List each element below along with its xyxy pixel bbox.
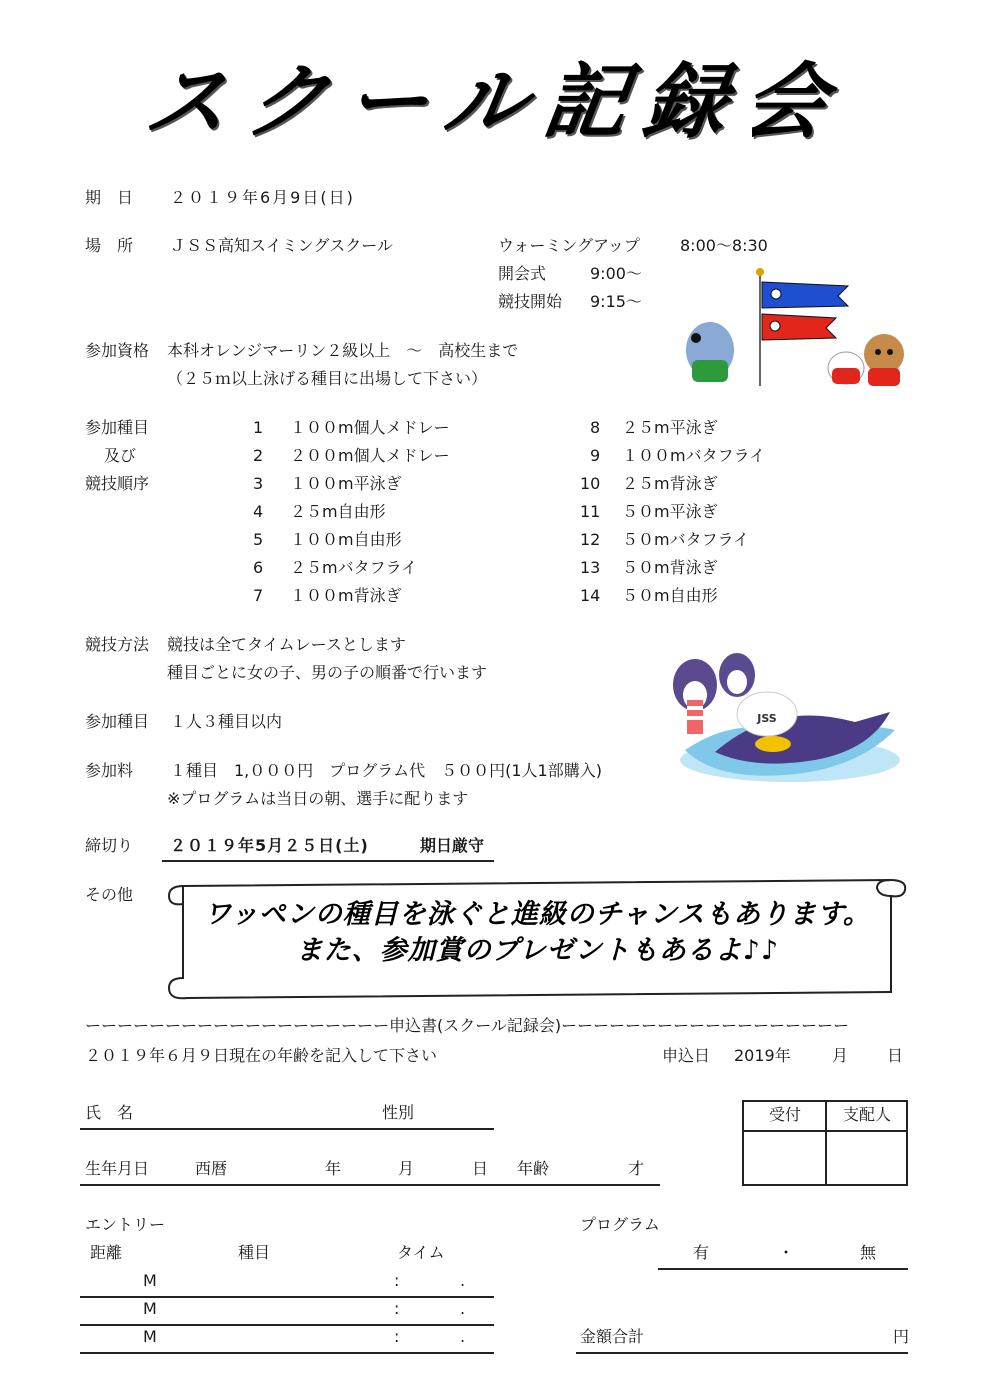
entry-row-colon: : [394,1271,400,1290]
entry-row-dot: . [460,1299,466,1318]
event-name: ５０m自由形 [622,586,718,605]
entry-header-time: タイム [397,1243,445,1262]
event-name: ２５m自由形 [290,502,386,521]
event-name: １００mバタフライ [622,446,766,465]
birth-field-line[interactable] [80,1184,660,1186]
entry-header-distance: 距離 [90,1243,123,1262]
age-note: ２０１９年６月９日現在の年齢を記入して下さい [85,1046,438,1065]
eligibility-label: 参加資格 [85,341,150,360]
event-no: 5 [253,530,264,549]
schedule-time-opening: 9:00～ [590,264,642,283]
event-no: 8 [590,418,601,437]
birth-label: 生年月日 [85,1159,150,1178]
entry-row-colon: : [394,1327,400,1346]
page-title: スクール記録会 [139,55,851,150]
total-label: 金額合計 [580,1327,645,1346]
entry-row-unit: M [143,1271,157,1290]
deadline-note: 期日厳守 [420,836,485,855]
total-unit: 円 [893,1327,910,1346]
method-label: 競技方法 [85,635,150,654]
entry-row-unit: M [143,1327,157,1346]
event-no: 12 [580,530,601,549]
event-name: ２５m平泳ぎ [622,418,718,437]
limit-label: 参加種目 [85,712,150,731]
date-label: 期 日 [85,188,134,207]
box-divider [825,1102,827,1184]
notice-line1: ワッペンの種目を泳ぐと進級のチャンスもあります。 [204,899,871,930]
event-no: 1 [253,418,264,437]
deadline-value: ２０１９年5月２５日(土) [170,836,369,855]
event-name: ２５m背泳ぎ [622,474,718,493]
event-name: ２００m個人メドレー [290,446,450,465]
event-no: 14 [580,586,601,605]
total-line[interactable] [576,1352,908,1354]
penguin-swimmers-illustration [655,640,900,790]
deadline-underline [162,860,494,862]
apply-date-label: 申込日 [662,1046,711,1065]
age-unit: 才 [628,1159,645,1178]
koinobori-animals-illustration [678,268,908,396]
limit-value: １人３種目以内 [170,712,283,731]
event-no: 10 [580,474,601,493]
program-separator: ・ [778,1243,795,1262]
date-value: ２０１９年6月9日(日) [170,188,355,207]
events-label-2: 及び [104,446,137,465]
entry-row-line[interactable] [80,1324,494,1326]
other-label: その他 [85,885,134,904]
event-no: 7 [253,586,264,605]
schedule-label-warmup: ウォーミングアップ [498,236,640,255]
entry-row-dot: . [460,1327,466,1346]
program-yes[interactable]: 有 [693,1243,710,1262]
name-field-line[interactable] [80,1128,494,1130]
event-no: 2 [253,446,264,465]
events-label-3: 競技順序 [85,474,150,493]
manager-header: 支配人 [842,1105,891,1124]
fee-label: 参加料 [85,761,134,780]
event-no: 3 [253,474,264,493]
apply-date-month: 月 [832,1046,849,1065]
event-name: ５０m平泳ぎ [622,502,718,521]
entry-row-dot: . [460,1271,466,1290]
fee-line1: １種目 1,０００円 プログラム代 ５００円(1人1部購入) [170,761,602,780]
event-name: １００m平泳ぎ [290,474,402,493]
office-use-box [742,1100,908,1186]
eligibility-line2: （２５ｍ以上泳げる種目に出場して下さい） [167,369,488,388]
entry-row-line[interactable] [80,1296,494,1298]
program-label: プログラム [580,1215,660,1234]
apply-date-day: 日 [887,1046,904,1065]
entry-label: エントリー [85,1215,166,1234]
event-name: ５０m背泳ぎ [622,558,718,577]
events-label-1: 参加種目 [85,418,150,437]
event-name: １００m自由形 [290,530,402,549]
entry-row-unit: M [143,1299,157,1318]
gender-label: 性別 [382,1103,415,1122]
schedule-label-opening: 開会式 [498,264,547,283]
event-no: 6 [253,558,264,577]
method-line2: 種目ごとに女の子、男の子の順番で行います [167,663,488,682]
birth-month: 月 [398,1159,415,1178]
box-header-line [744,1130,906,1132]
entry-row-line[interactable] [80,1352,494,1354]
birth-day: 日 [472,1159,489,1178]
form-divider: ーーーーーーーーーーーーーーーーーーー申込書(スクール記録会)ーーーーーーーーーーーーーーーーーー [85,1016,850,1035]
event-name: ５０mバタフライ [622,530,750,549]
event-no: 13 [580,558,601,577]
apply-date-year: 2019年 [734,1046,791,1065]
event-name: ２５mバタフライ [290,558,418,577]
swim-cap-text: JSS [757,712,777,725]
birth-year: 年 [325,1159,342,1178]
deadline-label: 締切り [85,836,134,855]
schedule-label-start: 競技開始 [498,292,563,311]
fee-line2: ※プログラムは当日の朝、選手に配ります [167,789,469,808]
name-label: 氏 名 [85,1103,134,1122]
place-label: 場 所 [85,236,134,255]
age-label: 年齢 [517,1159,550,1178]
event-no: 9 [590,446,601,465]
event-no: 11 [580,502,601,521]
notice-line2: また、参加賞のプレゼントもあるよ♪♪ [295,935,780,966]
event-no: 4 [253,502,264,521]
event-name: １００m個人メドレー [290,418,450,437]
eligibility-line1: 本科オレンジマーリン２級以上 ～ 高校生まで [167,341,519,360]
method-line1: 競技は全てタイムレースとします [167,635,406,654]
birth-era: 西暦 [195,1159,228,1178]
entry-header-event: 種目 [238,1243,271,1262]
entry-row-colon: : [394,1299,400,1318]
program-line [658,1268,908,1270]
place-value: ＪＳＳ高知スイミングスクール [170,236,393,255]
notice-scroll [165,866,910,1008]
schedule-time-start: 9:15～ [590,292,642,311]
received-header: 受付 [768,1105,801,1124]
event-name: １００m背泳ぎ [290,586,402,605]
schedule-time-warmup: 8:00～8:30 [680,236,768,255]
program-no[interactable]: 無 [860,1243,877,1262]
